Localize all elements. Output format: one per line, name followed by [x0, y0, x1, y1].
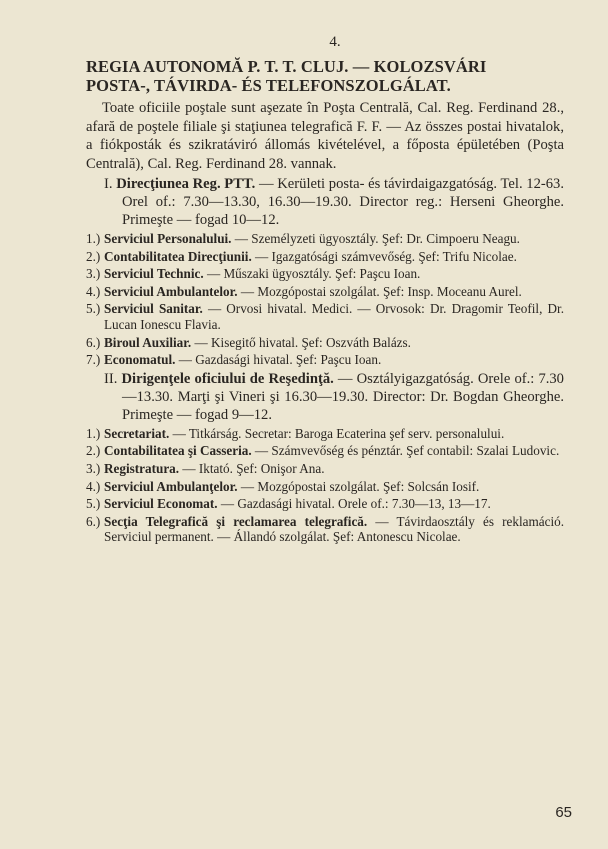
list-item	[86, 426, 564, 442]
item-text: — Mozgópostai szolgálat. Şef: Insp. Moceanu Aurel.	[240, 283, 522, 299]
item-title: Contabilitatea Direcţiunii.	[104, 248, 252, 264]
page-number-bottom: 65	[555, 804, 572, 821]
item-title: Biroul Auxiliar.	[104, 334, 192, 350]
item-number: 2.)	[86, 248, 101, 264]
item-text: — Mozgópostai szolgálat. Şef: Solcsán Iosif.	[240, 478, 480, 494]
section-direction	[86, 175, 564, 229]
item-text: — Iktató. Şef: Onişor Ana.	[182, 460, 325, 476]
item-title: Economatul.	[104, 352, 176, 368]
item-number: 2.)	[86, 443, 101, 459]
item-number: 5.)	[86, 301, 101, 317]
intro-paragraph: Toate oficiile poştale sunt aşezate în Poşta Centrală, Cal. Reg. Ferdinand 28., afară de poştele filiale şi staţiunea telegrafică F. F. — Az összes postai hivatalok, a fiókposták és szikratáviró állomás kivételével, a főposta épületében (Poşta Centrală), Cal. Reg. Ferdinand 28. vannak.	[86, 100, 564, 172]
item-title: Serviciul Ambulantelor.	[104, 283, 238, 299]
list-item	[86, 461, 564, 477]
list-item	[86, 249, 564, 265]
section-title: Dirigenţele oficiului de Reşedinţă.	[121, 370, 334, 387]
item-title: Secţia Telegrafică şi reclamarea telegrafică.	[104, 513, 368, 529]
list-item	[86, 514, 564, 545]
section-numeral: II.	[104, 370, 118, 387]
item-text: — Kisegitő hivatal. Şef: Oszváth Balázs.	[194, 334, 411, 350]
item-text: — Igazgatósági számvevőség. Şef: Trifu Nicolae.	[255, 248, 517, 264]
item-number: 6.)	[86, 334, 101, 350]
item-title: Contabilitatea şi Casseria.	[104, 443, 252, 459]
item-number: 5.)	[86, 496, 101, 512]
item-title: Registratura.	[104, 460, 180, 476]
item-text: — Gazdasági hivatal. Şef: Paşcu Ioan.	[178, 352, 382, 368]
list-item	[86, 266, 564, 282]
list-item	[86, 301, 564, 332]
item-text: — Műszaki ügyosztály. Şef: Paşcu Ioan.	[206, 266, 421, 282]
list-item	[86, 284, 564, 300]
item-title: Serviciul Technic.	[104, 266, 204, 282]
item-text: — Orvosi hivatal. Medici. — Orvosok: Dr. Dragomir Teofil, Dr. Lucan Ionescu Flavia.	[104, 301, 564, 332]
item-title: Serviciul Sanitar.	[104, 301, 203, 317]
list-item	[86, 335, 564, 351]
item-number: 4.)	[86, 478, 101, 494]
section-text: — Kerületi posta- és távirdaigazgatóság. Tel. 12-63. Orel of.: 7.30—13.30, 16.30—19.30. Director reg.: Herseni Gheorghe. Primeşte — fogad 10—12.	[122, 176, 565, 228]
title-line-1: REGIA AUTONOMĂ P. T. T. CLUJ. — KOLOZSVÁRI	[86, 57, 487, 76]
item-number: 6.)	[86, 513, 101, 529]
title-line-2: POSTA-, TÁVIRDA- ÉS TELEFONSZOLGÁLAT.	[86, 76, 451, 95]
item-text: — Személyzeti ügyosztály. Şef: Dr. Cimpoeru Neagu.	[234, 231, 520, 246]
item-title: Serviciul Personalului.	[104, 231, 232, 246]
item-number: 3.)	[86, 460, 101, 476]
section-text: — Osztályigazgatóság. Orele of.: 7.30—13.30. Marţi şi Vineri şi 16.30—19.30. Director: Dr. Bogdan Gheorghe. Primeşte — fogad 9—12.	[122, 370, 564, 423]
section-title: Direcţiunea Reg. PTT.	[116, 176, 256, 192]
item-number: 7.)	[86, 352, 101, 368]
item-title: Secretariat.	[104, 425, 170, 441]
list-item	[86, 496, 564, 512]
item-text: — Számvevőség és pénztár. Şef contabil: Szalai Ludovic.	[254, 443, 560, 459]
list-item	[86, 231, 564, 247]
section-residence-office	[86, 370, 564, 424]
item-number: 1.)	[86, 425, 101, 441]
item-text: — Titkárság. Secretar: Baroga Ecaterina şef serv. personalului.	[172, 425, 505, 441]
page-number-top: 4.	[329, 34, 341, 50]
item-number: 1.)	[86, 231, 101, 246]
page-title	[86, 57, 564, 95]
list-item	[86, 479, 564, 495]
item-number: 3.)	[86, 266, 101, 282]
item-number: 4.)	[86, 283, 101, 299]
item-text: — Gazdasági hivatal. Orele of.: 7.30—13, 13—17.	[220, 496, 491, 512]
item-text: — Távirdaosztály és reklamáció. Serviciul permanent. — Állandó szolgálat. Şef: Antonescu Nicolae.	[104, 513, 564, 545]
item-title: Serviciul Economat.	[104, 496, 218, 512]
list-item	[86, 443, 564, 459]
list-item	[86, 352, 564, 368]
section-numeral: I.	[104, 176, 113, 192]
item-title: Serviciul Ambulanţelor.	[104, 478, 238, 494]
